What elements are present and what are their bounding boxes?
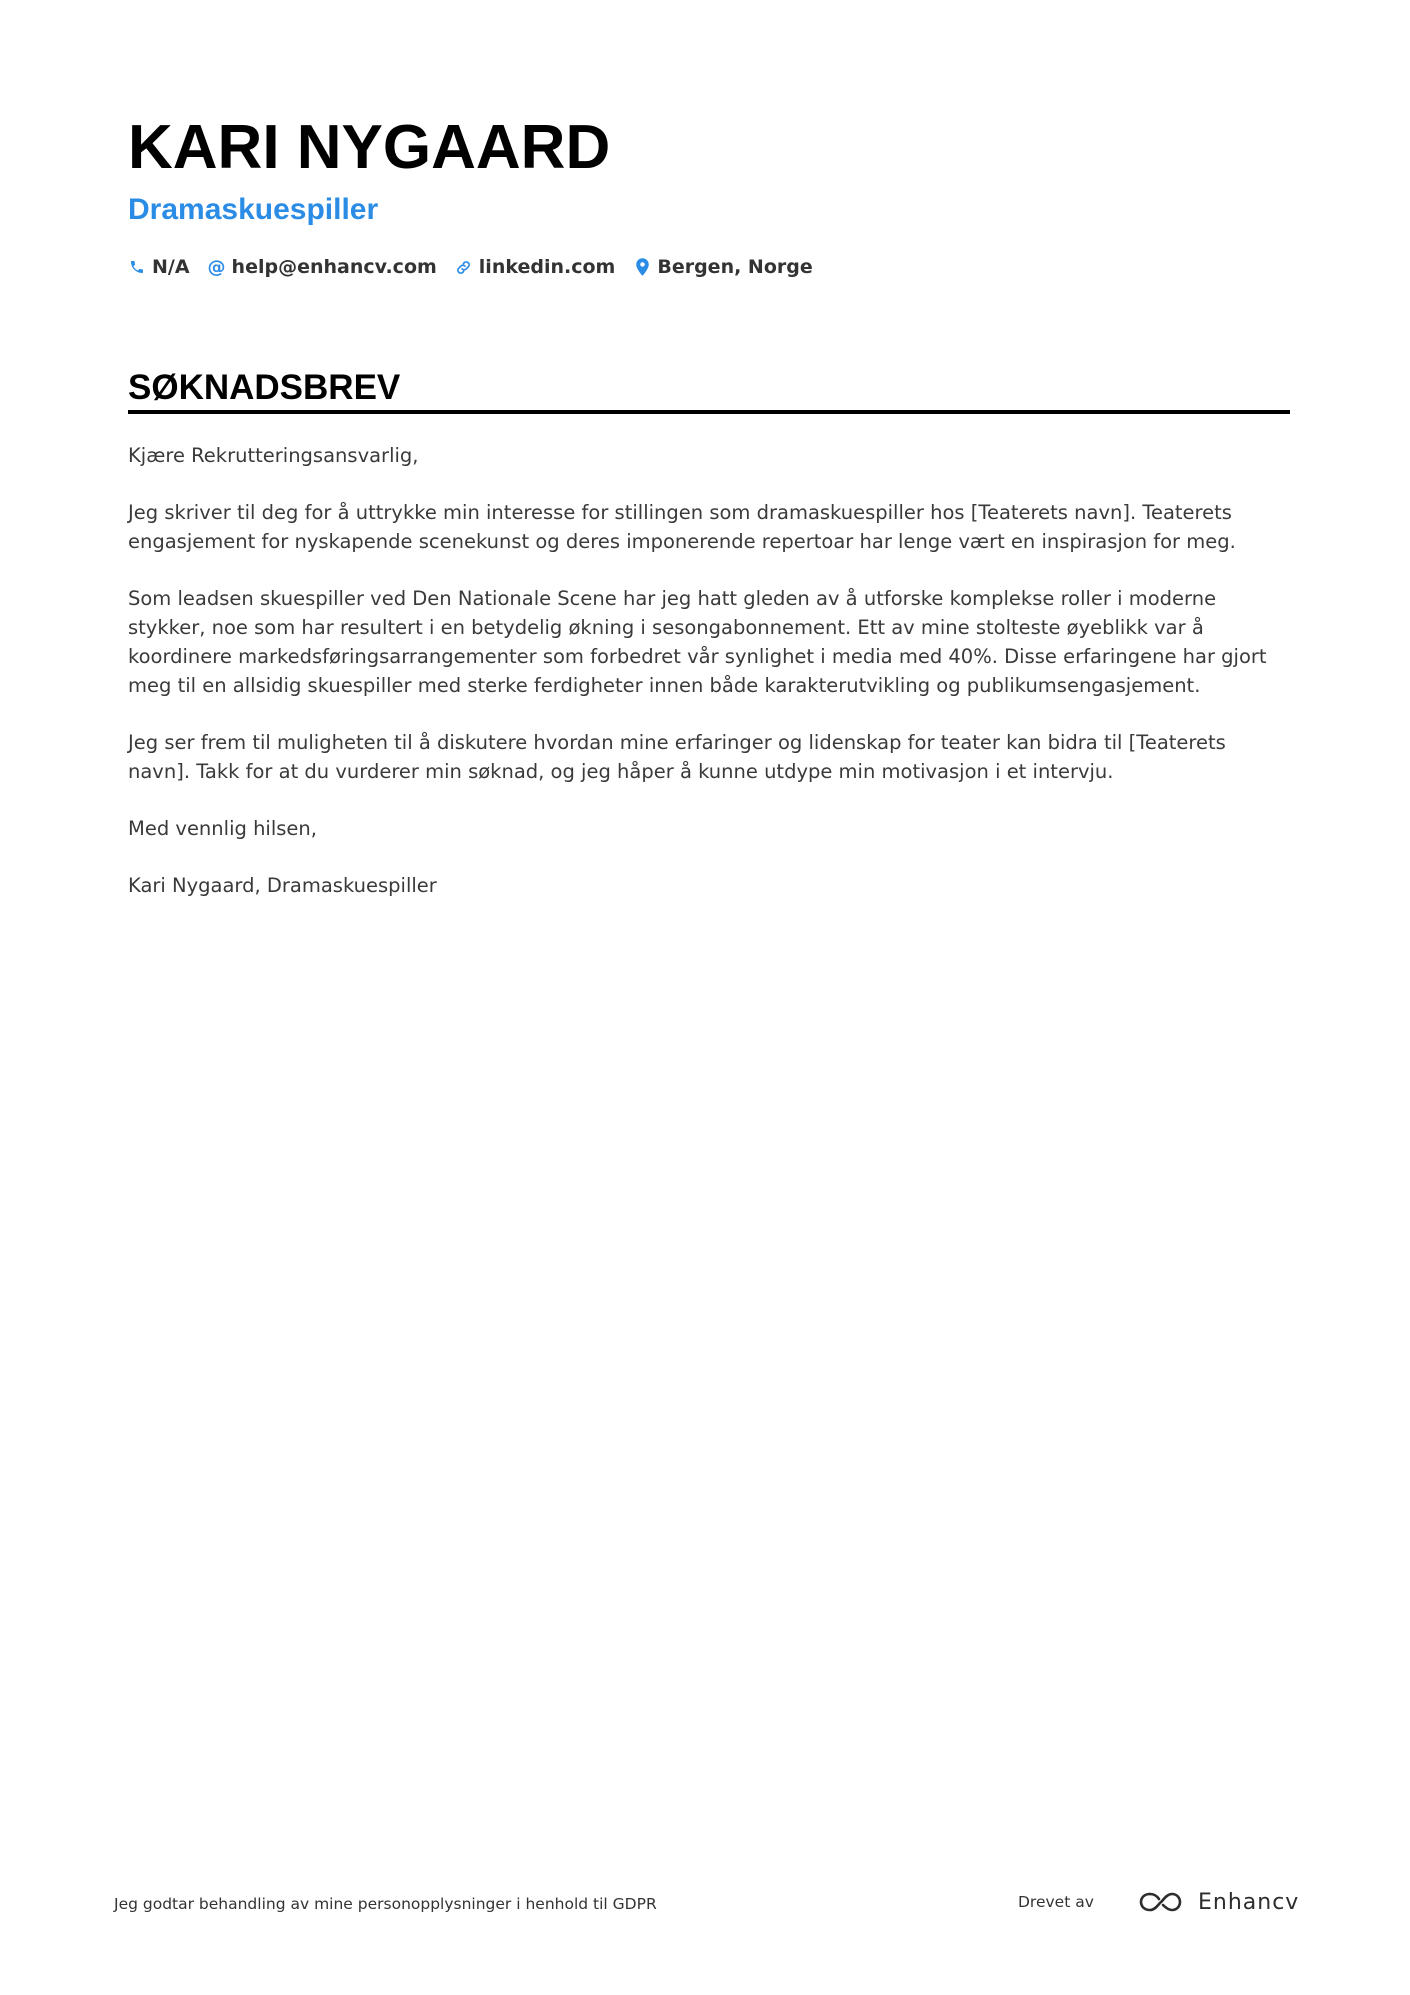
contact-linkedin[interactable] [455, 256, 616, 278]
contact-location-text: Bergen, Norge [657, 256, 813, 278]
letter-greeting: Kjære Rekrutteringsansvarlig, [128, 444, 419, 467]
gdpr-consent-text: Jeg godtar behandling av mine personopplysninger i henhold til GDPR [114, 1895, 657, 1913]
candidate-role: Dramaskuespiller [128, 193, 379, 226]
letter-paragraph-3: Jeg ser frem til muligheten til å diskutere hvordan mine erfaringer og lidenskap for teater kan bidra til [Teaterets navn]. Takk for at du vurderer min søknad, og jeg håper å kunne utdype min motivasjon i et intervju. [128, 731, 1226, 783]
letter-body [128, 441, 1278, 928]
location-pin-icon [633, 257, 651, 277]
contact-info [128, 252, 831, 282]
enhancv-infinity-icon [1138, 1890, 1184, 1914]
enhancv-brand-name: Enhancv [1198, 1889, 1300, 1915]
letter-closing: Med vennlig hilsen, [128, 817, 317, 840]
powered-by-label: Drevet av [1018, 1893, 1094, 1911]
link-icon [455, 257, 473, 277]
contact-email[interactable] [208, 256, 437, 278]
section-title: SØKNADSBREV [128, 368, 401, 407]
contact-phone-text: N/A [152, 256, 190, 278]
enhancv-logo[interactable] [1138, 1886, 1299, 1918]
candidate-name: KARI NYGAARD [128, 113, 611, 182]
letter-signature: Kari Nygaard, Dramaskuespiller [128, 874, 437, 897]
at-icon: @ [207, 256, 226, 278]
contact-linkedin-text[interactable]: linkedin.com [478, 256, 616, 278]
contact-location [633, 256, 812, 278]
phone-icon [128, 257, 146, 277]
letter-paragraph-1: Jeg skriver til deg for å uttrykke min interesse for stillingen som dramaskuespiller hos [Teaterets navn]. Teaterets engasjement for nyskapende scenekunst og deres imponerende repertoar har lenge vært en inspirasjon for meg. [128, 501, 1236, 553]
section-divider [128, 410, 1290, 414]
contact-phone [128, 256, 190, 278]
letter-paragraph-2: Som leadsen skuespiller ved Den Nationale Scene har jeg hatt gleden av å utforske komplekse roller i moderne stykker, noe som har resultert i en betydelig økning i sesongabonnement. Ett av mine stolteste øyeblikk var å koordinere markedsføringsarrangementer som forbedret vår synlighet i media med 40%. Disse erfaringene har gjort meg til en allsidig skuespiller med sterke ferdigheter innen både karakterutvikling og publikumsengasjement. [128, 587, 1267, 697]
contact-email-text[interactable]: help@enhancv.com [231, 256, 437, 278]
